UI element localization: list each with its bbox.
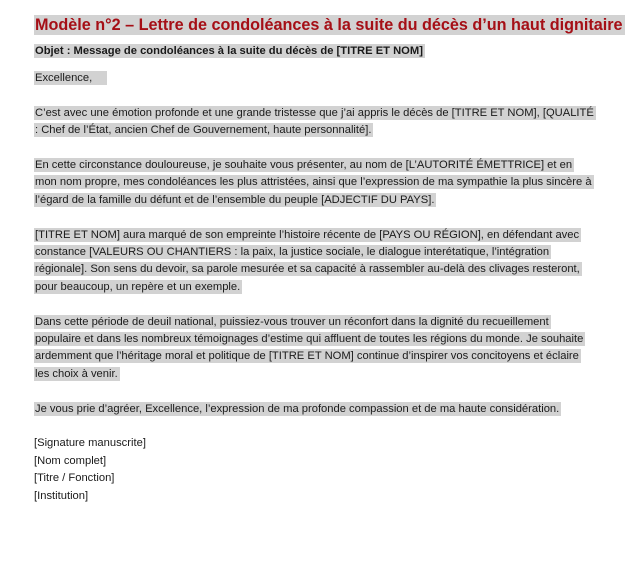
paragraph-mourning [34,314,594,384]
paragraph-text: Je vous prie d’agréer, Excellence, l’expression de ma profonde compassion et de ma haute considération. [35,402,560,415]
salutation-text: Excellence, [35,72,93,84]
paragraph-text: C’est avec une émotion profonde et une grande tristesse que j’ai appris le décès de [TITRE ET NOM], [QUALITÉ : Chef de l’État, ancien Chef de Gouvernement, haute personnalité]. [35,106,594,137]
salutation [34,70,594,87]
salutation-trailing-space [94,71,106,85]
paragraph-text: [TITRE ET NOM] aura marqué de son empreinte l’histoire récente de [PAYS OU RÉGION], en défendant avec constance [VALEURS OU CHANTIERS : la paix, la justice sociale, le dialogue interétatique, l’intégration régionale]. Son sens du devoir, sa parole mesurée et sa capacité à rassembler au-delà des clivages resteront, pour beaucoup, un repère et un exemple. [35,228,580,293]
title-text: Modèle n°2 – Lettre de condoléances à la suite du décès d’un haut dignitaire [35,16,623,34]
signature-title-function: [Titre / Fonction] [34,472,115,485]
signature-block [34,435,594,505]
signature-institution: [Institution] [34,489,89,502]
document-title [34,14,623,36]
paragraph-announcement [34,105,594,140]
signature-full-name: [Nom complet] [34,454,107,467]
subject-line [34,43,594,60]
paragraph-tribute [34,227,594,297]
paragraph-text: Dans cette période de deuil national, puissiez-vous trouver un réconfort dans la dignité du recueillement populaire et dans les nombreux témoignages d’estime qui affluent de toutes les régions du monde. Je souhaite ardemment que l’héritage moral et politique de [TITRE ET NOM] continue d’inspirer vos concitoyens et éclaire les choix à venir. [35,315,584,380]
paragraph-condolences [34,157,594,209]
letter-document [34,14,623,505]
paragraph-closing [34,401,594,418]
subject-text: Objet : Message de condoléances à la suite du décès de [TITRE ET NOM] [35,45,423,57]
signature-handwritten: [Signature manuscrite] [34,437,146,450]
paragraph-text: En cette circonstance douloureuse, je souhaite vous présenter, au nom de [L’AUTORITÉ ÉMETTRICE] et en mon nom propre, mes condoléances les plus attristées, ainsi que l’expression de ma sympathie la plus sincère à l’égard de la famille du défunt et de l’ensemble du peuple [ADJECTIF DU PAYS]. [35,159,592,206]
